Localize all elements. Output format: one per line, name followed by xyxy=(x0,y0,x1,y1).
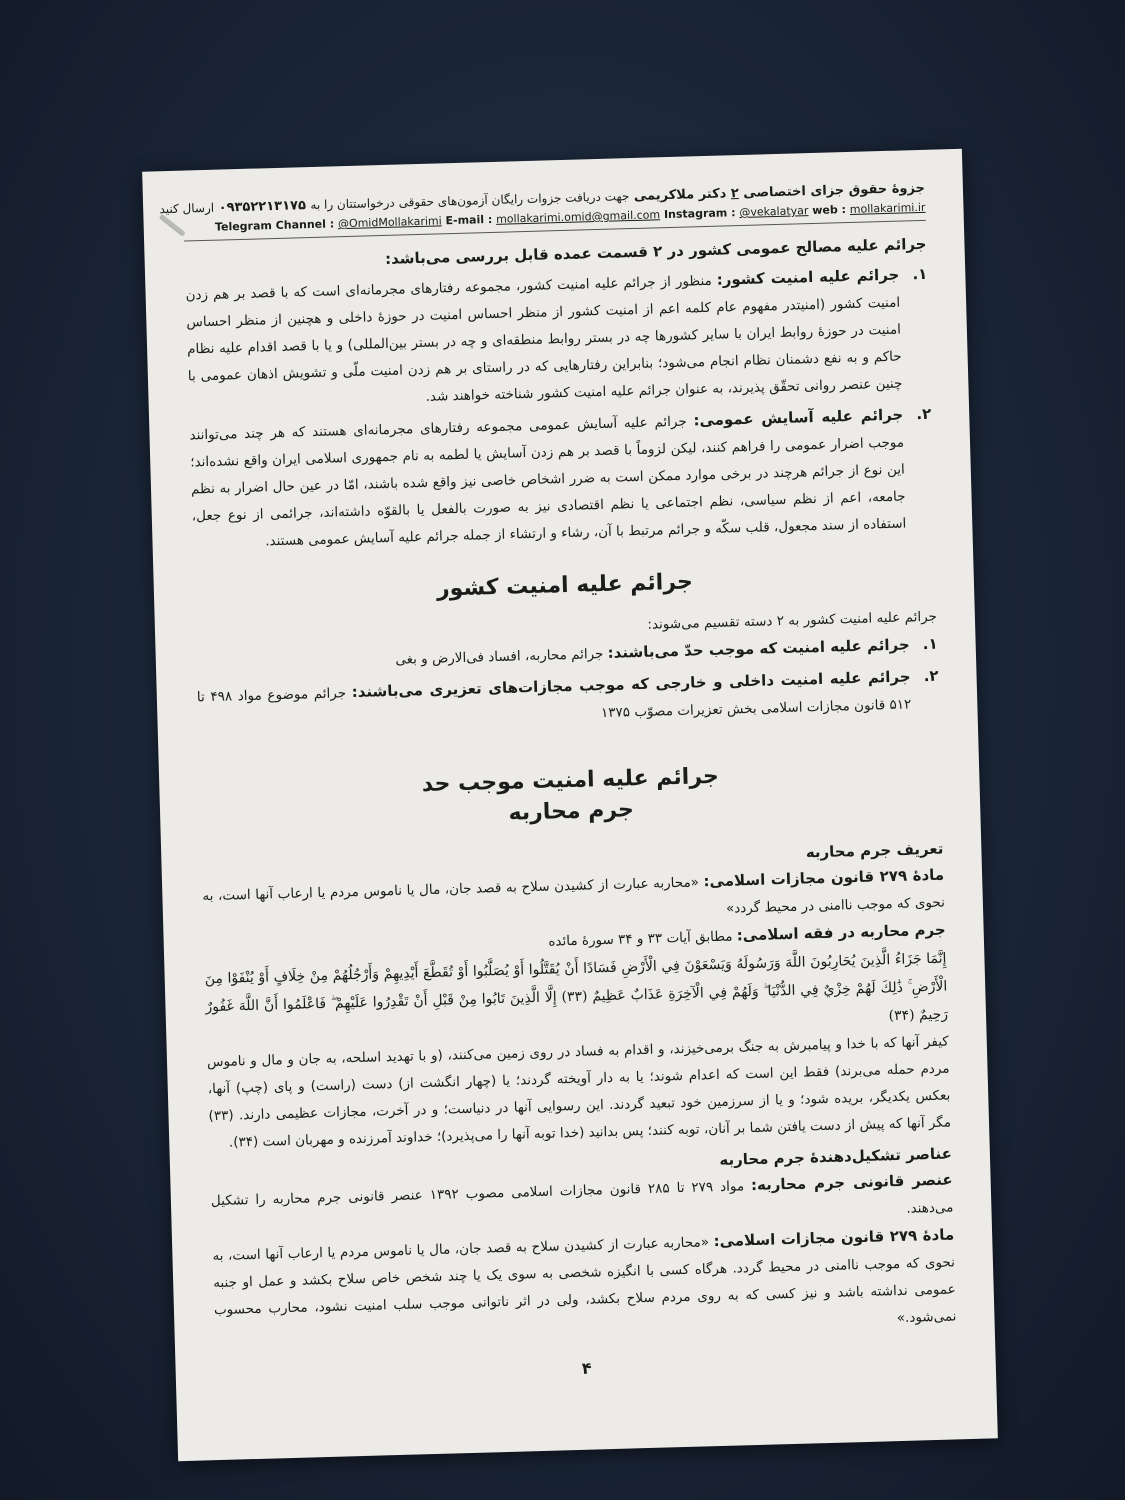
item-title: جرائم علیه آسایش عمومی: xyxy=(693,405,904,430)
quran-verse: إِنَّمَا جَزَاءُ الَّذِينَ يُحَارِبُونَ اللَّهَ وَرَسُولَهُ وَيَسْعَوْنَ فِي الْأَرْضِ فَسَادًا أَنْ يُقَتَّلُوا أَوْ يُصَلَّبُوا أَوْ تُقَطَّعَ أَيْدِيهِمْ وَأَرْجُلُهُمْ مِنْ خِلَافٍ أَوْ يُنْفَوْا مِنَ الْأَرْضِ ۚ ذَٰلِكَ لَهُمْ خِزْيٌ فِي الدُّنْيَا ۖ وَلَهُمْ فِي الْآخِرَةِ عَذَابٌ عَظِيمٌ (۳۳) إِلَّا الَّذِينَ تَابُوا مِنْ قَبْلِ أَنْ تَقْدِرُوا عَلَيْهِمْ ۖ فَاعْلَمُوا أَنَّ اللَّهَ غَفُورٌ رَحِيمٌ (۳۴) xyxy=(204,950,949,1025)
intro-heading: جرائم علیه مصالح عمومی کشور در ۲ قسمت عمده قابل بررسی می‌باشد: xyxy=(384,234,927,268)
article-279-full xyxy=(212,1221,957,1351)
telegram-label: Telegram Channel : xyxy=(214,217,335,234)
article-title: مادهٔ ۲۷۹ قانون مجازات اسلامی: xyxy=(713,1225,955,1251)
section-heading: جرائم علیه امنیت کشور xyxy=(436,569,694,602)
elements-title: عناصر تشکیل‌دهندهٔ جرم محاربه xyxy=(719,1144,953,1169)
item-title: جرائم علیه امنیت داخلی و خارجی که موجب مجازات‌های تعزیری می‌باشند: xyxy=(351,667,911,702)
verse-translation: کیفر آنها که با خدا و پیامبرش به جنگ برمی‌خیزند، و اقدام به فساد در روی زمین می‌کنند، (و با تهدید اسلحه، به جان و مال و ناموس مردم حمله می‌برند) فقط این است که اعدام شوند؛ یا به دار آویخته گردند؛ یا (چهار انگشت از) دست (راست) و پای (چپ) آنها، بعکس یکدیگر، بریده شود؛ و یا از سرزمین خود تبعید گردند. این رسوایی آنها در دنیاست؛ و در آخرت، مجازات عظیمی دارند. (۳۳) مگر آنها که پیش از دست یافتن شما بر آنان، توبه کنند؛ پس بدانید (خدا توبه آنها را می‌پذیرد)؛ خداوند آمرزنده و مهربان است (۳۴). xyxy=(206,1033,952,1151)
item-number: ۱. xyxy=(922,634,938,654)
send-text: ارسال کنید xyxy=(159,200,215,217)
booklet-number: ۲ xyxy=(730,186,740,202)
section-subheading: جرم محاربه xyxy=(508,797,635,826)
article-title: مادهٔ ۲۷۹ قانون مجازات اسلامی: xyxy=(703,865,945,891)
item-title: جرائم علیه امنیت کشور: xyxy=(716,265,900,289)
website: mollakarimi.ir xyxy=(849,200,926,216)
telegram-handle: @OmidMollakarimi xyxy=(337,214,442,231)
phone-number: ۰۹۳۵۲۲۱۳۱۷۵ xyxy=(218,198,307,216)
definition-title: تعریف جرم محاربه xyxy=(805,839,944,862)
page-number: ۴ xyxy=(581,1358,592,1378)
legal-title: عنصر قانونی جرم محاربه: xyxy=(750,1170,953,1195)
fiqh-text: مطابق آیات ۳۳ و ۳۴ سورهٔ مائده xyxy=(548,928,733,950)
article-text: «محاربه عبارت از کشیدن سلاح به قصد جان، مال یا ناموس مردم یا ارعاب آنها است، به نحوی که موجب ناامنی در محیط گردد» xyxy=(202,874,946,917)
instagram-label: Instagram : xyxy=(663,206,736,222)
document-page xyxy=(142,149,998,1461)
division-intro: جرائم علیه امنیت کشور به ۲ دسته تقسیم می‌شوند: xyxy=(647,608,938,633)
list-item xyxy=(185,261,931,418)
article-text: «محاربه عبارت از کشیدن سلاح به قصد جان، مال یا ناموس مردم یا ارعاب آنها است، به نحوی که موجب ناامنی در محیط گردد. هرگاه کسی با انگیزه شخصی به سوی یک یا چند شخص خاص سلاح بکشد و عمل او جنبه عمومی نداشته باشد و نیز کسی که به روی مردم سلاح بکشد، ولی در اثر ناتوانی موجب سلب امنیت نشود، محارب محسوب نمی‌شود.» xyxy=(212,1234,957,1327)
email-label: E-mail : xyxy=(445,212,493,228)
author-name: دکتر ملاکریمی xyxy=(633,186,727,204)
request-text: جهت دریافت جزوات رایگان آزمون‌های حقوقی درخواستتان را به xyxy=(310,189,630,213)
item-number: ۱. xyxy=(912,264,928,284)
item-text: جرائم علیه آسایش عمومی مجموعه رفتارهای مجرمانه‌ای هستند که هر چند می‌توانند موجب اضرار عمومی را فراهم کنند، لیکن لزوماً با قصد بر هم زدن آسایش یا لطمه به نام جمهوری اسلامی ایران واقع نشده‌اند؛ این نوع از جرائم هرچند در برخی موارد ممکن است به ضرر اشخاص خاصی نیز واقع شده باشند، امّا در عین حال اضرار به نظم جامعه، اعم از نظم سیاسی، نظم اجتماعی یا نظم اقتصادی نیز به صورت بالفعل یا بالقوّه داشته‌اند، جرائمی از نوع جعل، استفاده از سند مجعول، قلب سکّه و جرائم مرتبط با آن، رشاء و ارتشاء از جمله جرائم علیه آسایش عمومی هستند. xyxy=(189,413,907,550)
item-text: جرائم موضوع مواد ۴۹۸ تا ۵۱۲ قانون مجازات اسلامی بخش تعزیرات مصوّب ۱۳۷۵ xyxy=(196,685,912,722)
email-address: mollakarimi.omid@gmail.com xyxy=(495,208,661,226)
item-number: ۲. xyxy=(916,404,932,424)
fiqh-title: جرم محاربه در فقه اسلامی: xyxy=(736,920,946,945)
item-title: جرائم علیه امنیت که موجب حدّ می‌باشند: xyxy=(607,635,910,662)
item-text: جرائم محاربه، افساد فی‌الارض و بغی xyxy=(395,646,604,668)
booklet-title: جزوهٔ حقوق جزای اختصاصی xyxy=(743,180,926,201)
section-heading: جرائم علیه امنیت موجب حد xyxy=(421,763,720,798)
item-text: منظور از جرائم علیه امنیت کشور، مجموعه رفتارهای مجرمانه‌ای است که با قصد بر هم زدن امنیت کشور (امنیتدر مفهوم عام کلمه اعم از امنیت کشور از منظر احساس امنیت در حوزهٔ داخلی و هچنین از منظر احساس امنیت در حوزهٔ روابط ایران با سایر کشورها چه در بستر روابط منطقه‌ای و چه در بستر بین‌المللی) و یا با قصد اقدام علیه نظام حاکم و به نفع دشمنان نظام انجام می‌شود؛ بنابراین رفتارهایی که در راستای بر هم زدن امنیت ملّی و تشویش اذهان عمومی با چنین عنصر روانی تحقّق پذیرند، به عنوان جرائم علیه امنیت کشور شناخته خواهند شد. xyxy=(185,272,903,405)
list-item xyxy=(189,401,935,558)
web-label: web : xyxy=(812,203,847,218)
instagram-handle: @vekalatyar xyxy=(739,204,809,220)
legal-text: مواد ۲۷۹ تا ۲۸۵ قانون مجازات اسلامی مصوب ۱۳۹۲ عنصر قانونی جرم محاربه را تشکیل می‌دهند. xyxy=(210,1178,954,1217)
item-number: ۲. xyxy=(923,666,939,686)
